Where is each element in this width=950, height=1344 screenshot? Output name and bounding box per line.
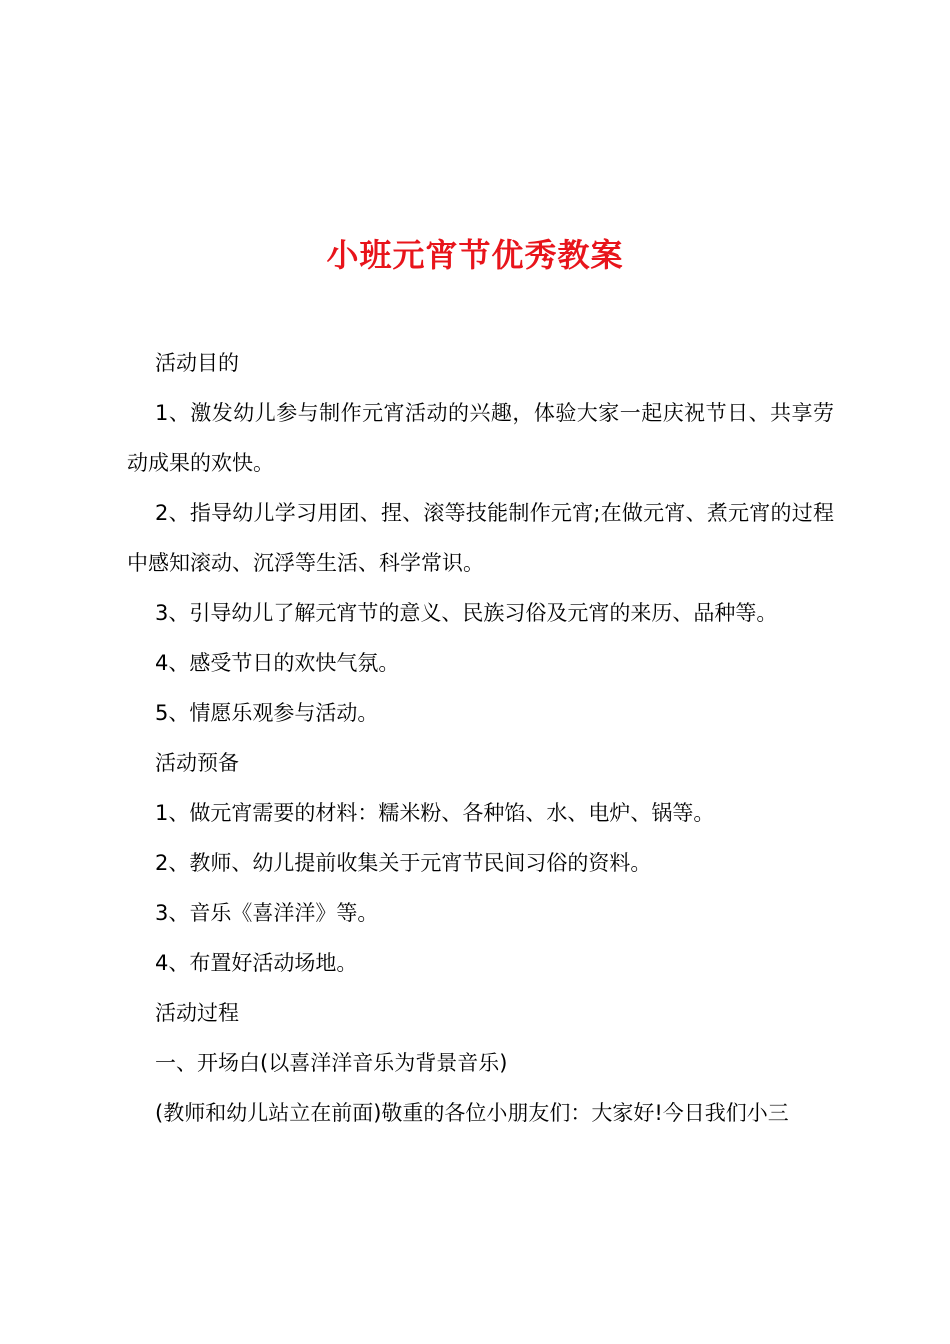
paragraph: 3、音乐《喜洋洋》等。 bbox=[155, 901, 379, 925]
section-heading-preparation: 活动预备 bbox=[155, 751, 239, 775]
paragraph: 一、开场白(以喜洋洋音乐为背景音乐) bbox=[155, 1051, 508, 1075]
section-heading-objectives: 活动目的 bbox=[155, 351, 239, 375]
paragraph: 1、激发幼儿参与制作元宵活动的兴趣，体验大家一起庆祝节日、共享劳动成果的欢快。 bbox=[127, 401, 834, 475]
paragraph: 2、教师、幼儿提前收集关于元宵节民间习俗的资料。 bbox=[155, 851, 652, 875]
paragraph: 4、感受节日的欢快气氛。 bbox=[155, 651, 400, 675]
paragraph: 4、布置好活动场地。 bbox=[155, 951, 358, 975]
paragraph: (教师和幼儿站立在前面)敬重的各位小朋友们：大家好!今日我们小三 bbox=[155, 1101, 789, 1125]
paragraph: 3、引导幼儿了解元宵节的意义、民族习俗及元宵的来历、品种等。 bbox=[155, 601, 778, 625]
document-body bbox=[127, 338, 834, 1138]
paragraph: 5、情愿乐观参与活动。 bbox=[155, 701, 379, 725]
document-title: 小班元宵节优秀教案 bbox=[326, 236, 624, 275]
paragraph: 1、做元宵需要的材料：糯米粉、各种馅、水、电炉、锅等。 bbox=[155, 801, 715, 825]
section-heading-process: 活动过程 bbox=[155, 1001, 239, 1025]
paragraph: 2、指导幼儿学习用团、捏、滚等技能制作元宵;在做元宵、煮元宵的过程中感知滚动、沉浮等生活、科学常识。 bbox=[127, 501, 834, 575]
